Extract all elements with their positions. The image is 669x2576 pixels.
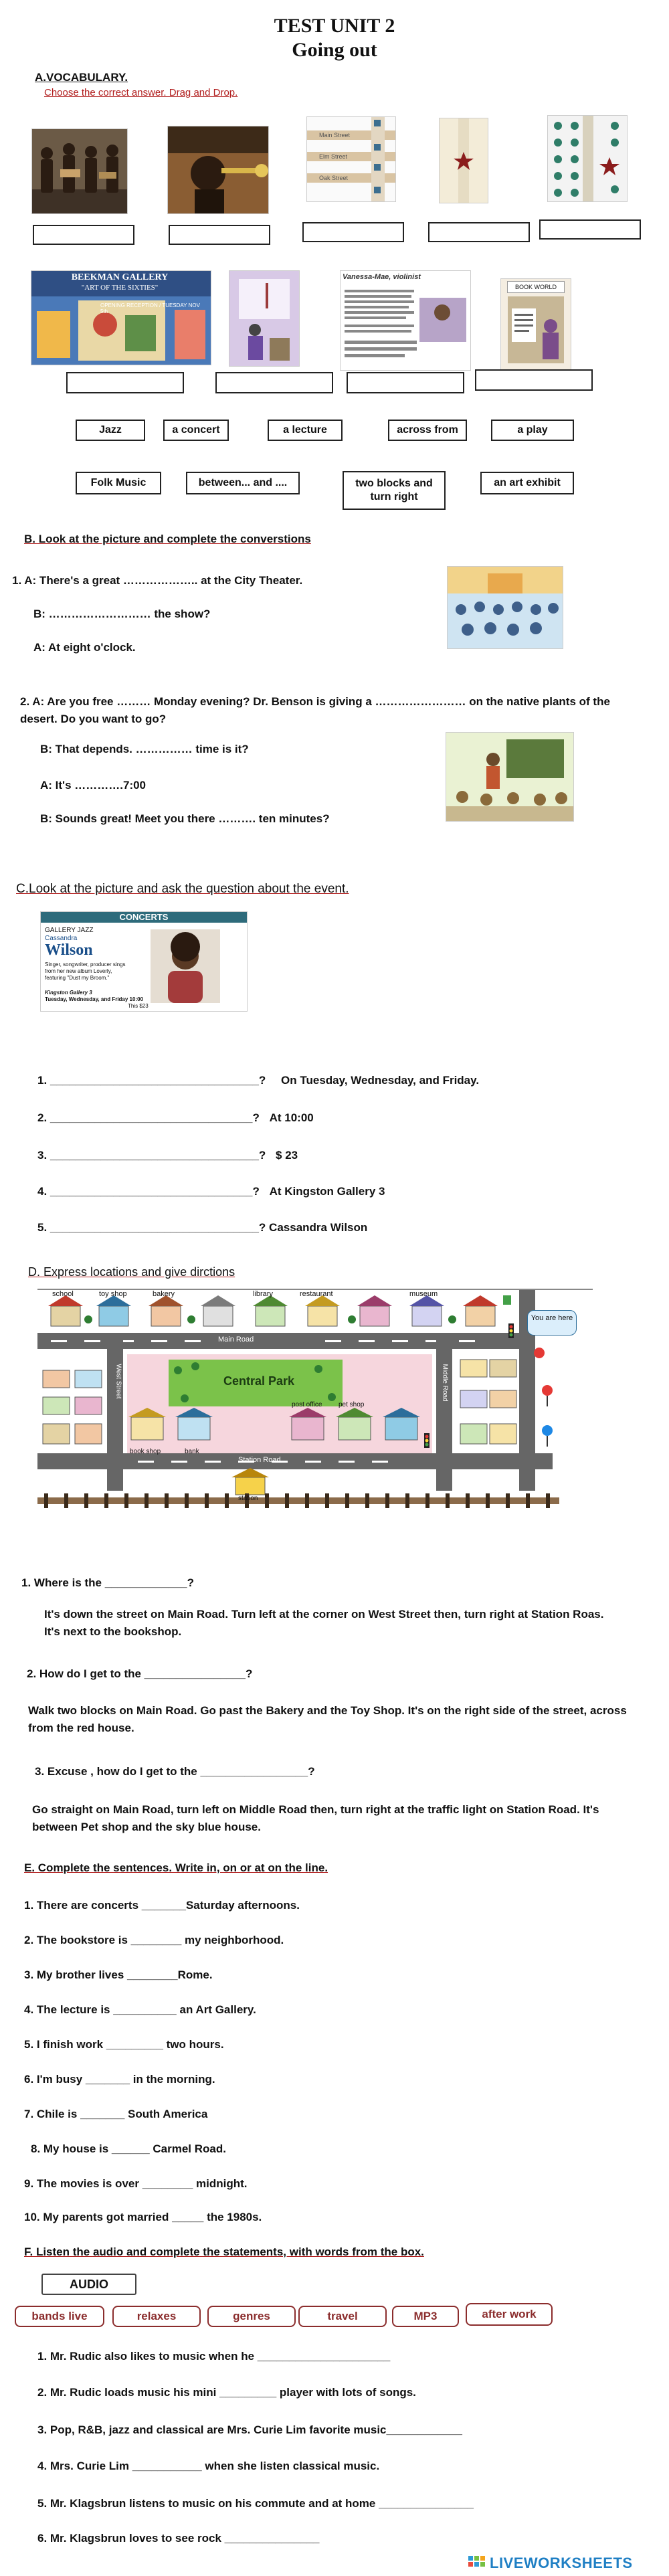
section-b-heading-text: B. Look at the picture and complete the converstions <box>24 533 311 545</box>
preposition-item-4[interactable]: 4. The lecture is __________ an Art Gallery. <box>24 2003 256 2016</box>
event-question-1 <box>37 1074 479 1087</box>
direction-question-3[interactable]: 3. Excuse , how do I get to the _________________? <box>35 1765 315 1778</box>
direction-question-2-number: 2. <box>27 1667 37 1680</box>
word-tile-jazz[interactable]: Jazz <box>76 420 145 441</box>
jazz-trumpet-image <box>167 126 269 214</box>
answer-box-5[interactable] <box>539 219 641 240</box>
word-tile-a-lecture[interactable]: a lecture <box>268 420 343 441</box>
liveworksheets-logo <box>468 2555 633 2572</box>
word-box-after-work[interactable]: after work <box>466 2303 553 2326</box>
dialogue-1-line-b: B: ……………………… the show? <box>33 608 211 620</box>
direction-text-1: It's down the street on Main Road. Turn left at the corner on West Street then, turn right at Station Roas. It's next to the bookshop. <box>44 1608 604 1638</box>
word-tile-art-exhibit[interactable]: an art exhibit <box>480 472 574 494</box>
answer-box-8[interactable] <box>347 372 464 393</box>
event-question-5-blank[interactable]: _________________________________? <box>50 1221 266 1234</box>
answer-box-6[interactable] <box>66 372 184 393</box>
map-label-middle-road: Middle Road <box>441 1364 449 1402</box>
event-question-1-answer: On Tuesday, Wednesday, and Friday. <box>281 1074 480 1087</box>
event-question-5-answer: Cassandra Wilson <box>269 1221 368 1234</box>
direction-question-2 <box>27 1667 252 1681</box>
page-title: TEST UNIT 2 <box>274 15 395 37</box>
map-label-library: library <box>253 1290 273 1298</box>
gallery-poster-title: BEEKMAN GALLERY <box>71 272 169 282</box>
book-world-sign: BOOK WORLD <box>507 281 565 293</box>
word-box-relaxes[interactable]: relaxes <box>112 2306 201 2327</box>
section-d-heading <box>28 1265 235 1279</box>
event-question-3 <box>37 1149 298 1162</box>
concert-poster-gallery: GALLERY JAZZ <box>45 927 94 934</box>
answer-box-1[interactable] <box>33 225 134 245</box>
preposition-item-10[interactable]: 10. My parents got married _____ the 1980s. <box>24 2211 262 2223</box>
concert-poster-days: Tuesday, Wednesday, and Friday 10:00 <box>45 996 144 1002</box>
preposition-item-5[interactable]: 5. I finish work _________ two hours. <box>24 2038 224 2051</box>
word-tile-between-and[interactable]: between... and .... <box>186 472 300 494</box>
you-are-here-bubble: You are here <box>527 1310 577 1336</box>
section-f-heading <box>24 2245 424 2259</box>
svg-text:Elm Street: Elm Street <box>319 153 348 160</box>
preposition-item-8[interactable]: 8. My house is ______ Carmel Road. <box>31 2142 226 2155</box>
event-question-4-blank[interactable]: ________________________________? <box>50 1185 260 1198</box>
section-c-heading <box>16 882 349 897</box>
concert-poster-price: This $23 <box>128 1003 149 1009</box>
gallery-poster-extra: OPENING RECEPTION / TUESDAY NOV 5th <box>100 302 200 314</box>
section-e-heading-text: E. Complete the sentences. Write in, on or at on the line. <box>24 1861 328 1874</box>
answer-box-9[interactable] <box>475 369 593 391</box>
town-map <box>37 1289 593 1539</box>
map-label-station-road: Station Road <box>238 1456 281 1464</box>
dialogue-2-line-b: B: That depends. …………… time is it? <box>40 743 249 755</box>
dialogue-2-line-a: 2. A: Are you free ……… Monday evening? Dr. Benson is giving a …………………… on the native plants of the desert. Do you want to go? <box>20 695 610 725</box>
dialogue-2-line-d: B: Sounds great! Meet you there ………. ten minutes? <box>40 812 330 825</box>
concert-poster <box>40 911 248 1012</box>
preposition-item-3[interactable]: 3. My brother lives ________Rome. <box>24 1968 213 1981</box>
section-d-heading-text: D. Express locations and give dirctions <box>28 1265 235 1279</box>
map-label-pet-shop: pet shop <box>339 1401 365 1408</box>
audio-statement-6[interactable]: 6. Mr. Klagsbrun loves to see rock _______________ <box>37 2532 320 2545</box>
audio-statement-1[interactable]: 1. Mr. Rudic also likes to music when he _____________________ <box>37 2350 391 2363</box>
violin-concert-heading: Vanessa-Mae, violinist <box>343 273 421 281</box>
audio-statement-2[interactable]: 2. Mr. Rudic loads music his mini _________ player with lots of songs. <box>37 2386 416 2399</box>
map-label-museum: museum <box>409 1290 438 1298</box>
lecture-image <box>229 270 300 367</box>
direction-question-1-text[interactable]: Where is the _____________? <box>33 1576 195 1589</box>
liveworksheets-logo-icon <box>468 2556 486 2571</box>
event-question-5 <box>37 1221 367 1234</box>
word-tile-folk-music[interactable]: Folk Music <box>76 472 161 494</box>
map-label-school: school <box>52 1290 74 1298</box>
answer-box-4[interactable] <box>428 222 530 242</box>
between-image <box>547 115 628 202</box>
section-c-heading-text: C.Look at the picture and ask the question about the event. <box>16 882 349 896</box>
word-box-genres[interactable]: genres <box>207 2306 296 2327</box>
section-e-heading <box>24 1861 328 1875</box>
concert-poster-venue: Kingston Gallery 3 <box>45 990 92 996</box>
word-tile-two-blocks[interactable]: two blocks and turn right <box>343 471 446 510</box>
page-subtitle: Going out <box>292 39 377 61</box>
word-tile-a-concert[interactable]: a concert <box>163 420 229 441</box>
audio-statement-4[interactable]: 4. Mrs. Curie Lim ___________ when she listen classical music. <box>37 2460 380 2472</box>
concert-poster-banner: CONCERTS <box>41 912 247 923</box>
preposition-item-1[interactable]: 1. There are concerts _______Saturday afternoons. <box>24 1899 300 1912</box>
direction-question-1 <box>21 1576 194 1590</box>
concert-poster-first-name: Cassandra <box>45 935 78 942</box>
preposition-item-7[interactable]: 7. Chile is _______ South America <box>24 2108 208 2120</box>
singer-photo <box>151 929 220 1003</box>
theater-audience-image <box>447 566 563 649</box>
svg-text:Main Street: Main Street <box>319 132 351 139</box>
dialogue-1-line-c: A: At eight o'clock. <box>33 641 136 654</box>
concert-poster-last-name: Wilson <box>45 941 93 959</box>
map-label-book-shop: book shop <box>130 1448 161 1455</box>
event-question-2-blank[interactable]: ________________________________? <box>50 1111 260 1124</box>
audio-statement-5[interactable]: 5. Mr. Klagsbrun listens to music on his commute and at home _______________ <box>37 2497 474 2510</box>
word-box-mp3[interactable]: MP3 <box>392 2306 459 2327</box>
event-question-2-answer: At 10:00 <box>269 1111 314 1124</box>
folk-band-image <box>31 128 128 214</box>
street-map-image <box>306 116 396 202</box>
map-label-post-office: post office <box>292 1401 322 1408</box>
map-label-bank: bank <box>185 1448 199 1455</box>
answer-box-3[interactable] <box>302 222 404 242</box>
event-question-4-answer: At Kingston Gallery 3 <box>269 1185 385 1198</box>
section-a-heading: A.VOCABULARY. <box>35 71 128 84</box>
concert-poster-body: Singer, songwriter, producer sings from her new album Loverly, featuring "Dust my Broom." <box>45 961 126 981</box>
word-tile-a-play[interactable]: a play <box>491 420 574 441</box>
preposition-item-6[interactable]: 6. I'm busy _______ in the morning. <box>24 2073 215 2086</box>
section-f-heading-text: F. Listen the audio and complete the statements, with words from the box. <box>24 2245 424 2258</box>
map-label-bakery: bakery <box>153 1290 175 1298</box>
direction-question-1-number: 1. <box>21 1576 31 1589</box>
audio-button[interactable]: AUDIO <box>41 2274 136 2295</box>
direction-text-3: Go straight on Main Road, turn left on Middle Road then, turn right at the traffic light on Station Road. It's between Pet shop and the sky blue house. <box>32 1803 599 1833</box>
event-question-4-number: 4. <box>37 1185 47 1198</box>
event-question-3-blank[interactable]: _________________________________? <box>50 1149 266 1162</box>
preposition-item-2[interactable]: 2. The bookstore is ________ my neighborhood. <box>24 1934 284 1946</box>
map-label-toy-shop: toy shop <box>99 1290 127 1298</box>
audio-statement-3[interactable]: 3. Pop, R&B, jazz and classical are Mrs. Curie Lim favorite music____________ <box>37 2423 462 2436</box>
map-label-main-road: Main Road <box>218 1336 254 1344</box>
preposition-item-9[interactable]: 9. The movies is over ________ midnight. <box>24 2177 248 2190</box>
event-question-1-number: 1. <box>37 1074 47 1087</box>
liveworksheets-brand: LIVEWORKSHEETS <box>490 2555 633 2571</box>
gallery-poster-subtitle: "ART OF THE SIXTIES" <box>81 284 159 292</box>
event-question-2 <box>37 1111 314 1125</box>
answer-box-2[interactable] <box>169 225 270 245</box>
map-label-central-park: Central Park <box>223 1374 295 1388</box>
event-question-1-blank[interactable]: _________________________________? <box>50 1074 266 1087</box>
map-label-station: station <box>238 1495 258 1502</box>
across-from-image <box>439 118 488 203</box>
section-b-heading <box>24 533 311 546</box>
answer-box-7[interactable] <box>215 372 333 393</box>
word-box-bands-live[interactable]: bands live <box>15 2306 104 2327</box>
section-a-instruction: Choose the correct answer. Drag and Drop. <box>44 87 238 98</box>
dialogue-2-line-c: A: It's ………….7:00 <box>40 779 147 792</box>
direction-text-2: Walk two blocks on Main Road. Go past the Bakery and the Toy Shop. It's on the right side of the street, across from the red house. <box>28 1704 627 1734</box>
event-question-5-number: 5. <box>37 1221 47 1234</box>
word-tile-across-from[interactable]: across from <box>388 420 467 441</box>
event-question-2-number: 2. <box>37 1111 47 1124</box>
map-label-restaurant: restaurant <box>300 1290 333 1298</box>
svg-text:Oak Street: Oak Street <box>319 175 349 181</box>
violin-concert-image <box>340 270 471 371</box>
event-question-4 <box>37 1185 385 1198</box>
event-question-3-number: 3. <box>37 1149 47 1162</box>
word-box-travel[interactable]: travel <box>298 2306 387 2327</box>
direction-question-2-text[interactable]: How do I get to the ________________? <box>39 1667 253 1680</box>
dialogue-1-line-a: 1. A: There's a great ……………….. at the City Theater. <box>12 574 303 587</box>
event-question-3-answer: $ 23 <box>276 1149 298 1162</box>
lecture-classroom-image <box>446 732 574 822</box>
map-label-west-street: West Street <box>114 1364 122 1399</box>
